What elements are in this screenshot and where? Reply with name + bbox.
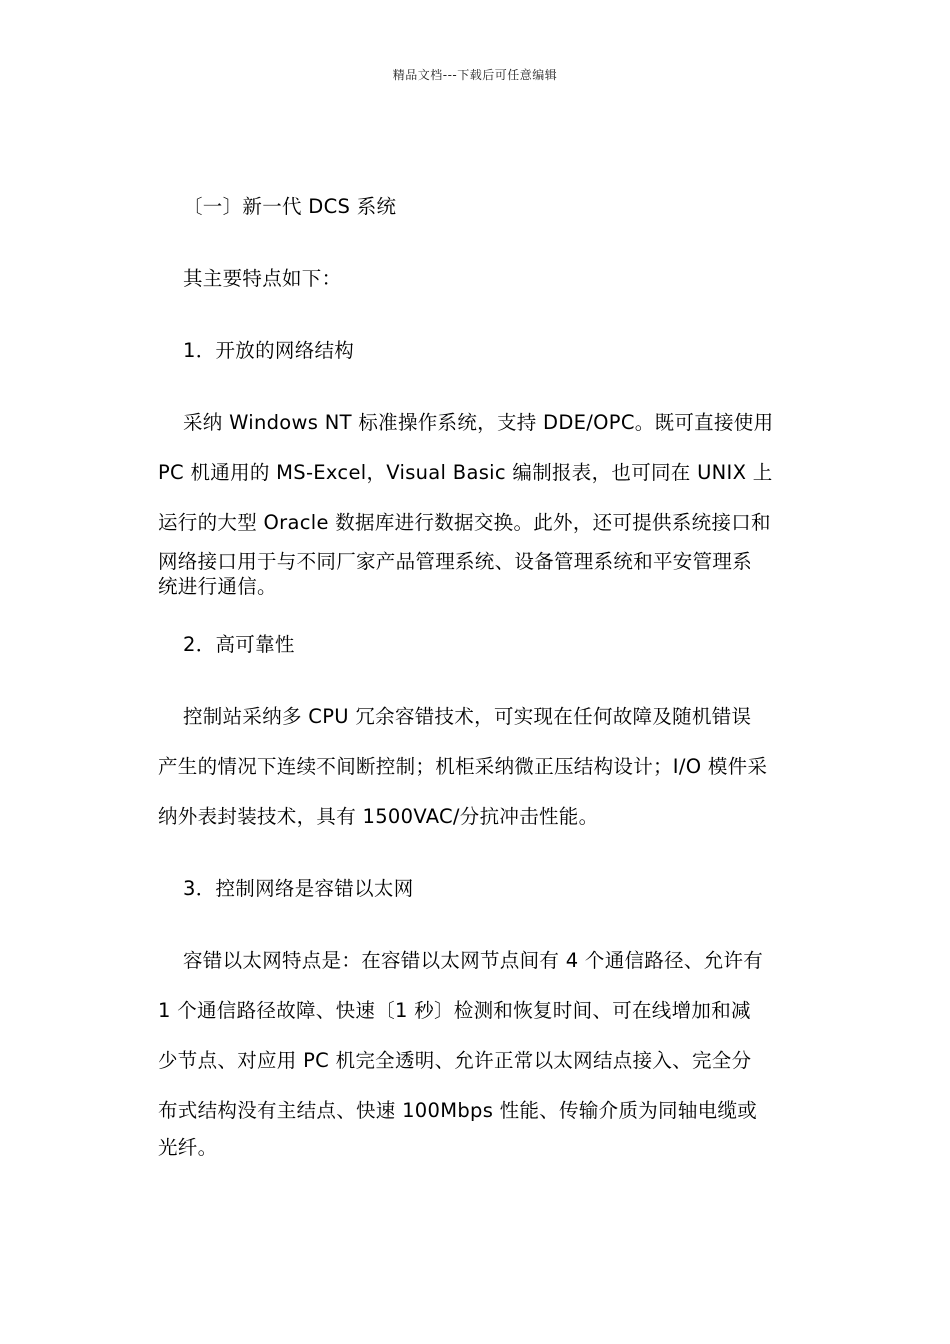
paragraph-3-line-5: 光纤。 — [158, 1136, 218, 1159]
section-heading: 〔一〕新一代 DCS 系统 — [183, 195, 397, 218]
page-header: 精品文档---下载后可任意编辑 — [392, 68, 558, 82]
paragraph-1-line-3: 运行的大型 Oracle 数据库进行数据交换。此外，还可提供系统接口和 — [158, 511, 771, 534]
paragraph-1-line-1: 采纳 Windows NT 标准操作系统，支持 DDE/OPC。既可直接使用 — [183, 411, 774, 434]
paragraph-2-line-1: 控制站采纳多 CPU 冗余容错技术，可实现在任何故障及随机错误 — [183, 705, 752, 728]
paragraph-1-line-5: 统进行通信。 — [158, 575, 277, 598]
paragraph-1-line-2: PC 机通用的 MS-Excel，Visual Basic 编制报表，也可同在 UNIX 上 — [158, 461, 773, 484]
item-heading-2: 2．高可靠性 — [183, 633, 295, 656]
item-heading-1: 1．开放的网络结构 — [183, 339, 355, 362]
paragraph-3-line-1: 容错以太网特点是：在容错以太网节点间有 4 个通信路径、允许有 — [183, 949, 764, 972]
paragraph-1-line-4: 网络接口用于与不同厂家产品管理系统、设备管理系统和平安管理系 — [158, 550, 753, 573]
paragraph-3-line-2: 1 个通信路径故障、快速〔1 秒〕检测和恢复时间、可在线增加和减 — [158, 999, 751, 1022]
paragraph-3-line-3: 少节点、对应用 PC 机完全透明、允许正常以太网结点接入、完全分 — [158, 1049, 752, 1072]
paragraph-2-line-2: 产生的情况下连续不间断控制；机柜采纳微正压结构设计；I/O 模件采 — [158, 755, 768, 778]
intro-line: 其主要特点如下： — [183, 267, 342, 290]
paragraph-3-line-4: 布式结构没有主结点、快速 100Mbps 性能、传输介质为同轴电缆或 — [158, 1099, 758, 1122]
paragraph-2-line-3: 纳外表封装技术，具有 1500VAC/分抗冲击性能。 — [158, 805, 599, 828]
item-heading-3: 3．控制网络是容错以太网 — [183, 877, 414, 900]
